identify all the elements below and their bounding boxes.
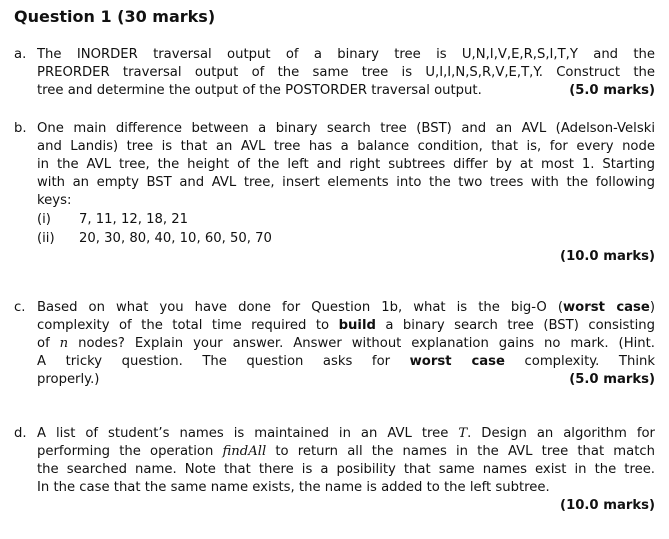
question-part-b [14, 120, 655, 266]
text-line [37, 120, 655, 138]
question-title: Question 1 (30 marks) [14, 7, 216, 26]
key-sequence: 7, 11, 12, 18, 21 [79, 212, 189, 227]
text-segment: with an empty BST and AVL tree, insert elements into the two trees with the following [37, 175, 655, 190]
text-segment: In the case that the same name exists, the name is added to the left subtree. [37, 480, 550, 495]
marks-label: (10.0 marks) [560, 498, 655, 513]
text-line [37, 192, 655, 210]
text-segment: complexity. Think [504, 354, 655, 369]
list-number: (i) [37, 212, 51, 227]
text-segment: performing the operation [37, 444, 223, 459]
text-line [37, 353, 655, 371]
emphasis-text: worst case [562, 300, 650, 315]
text-segment: in the AVL tree, the height of the left and right subtrees differ by at most 1. Starting [37, 157, 655, 172]
part-label: c. [14, 300, 26, 315]
text-line [37, 46, 655, 64]
text-segment: complexity of the total time required to [37, 318, 339, 333]
text-segment: nodes? Explain your answer. Answer without explanation gains no mark. (Hint. [68, 336, 655, 351]
part-text [37, 46, 655, 100]
text-segment: keys: [37, 193, 72, 208]
question-part-c [14, 299, 655, 389]
emphasis-text: build [338, 318, 376, 333]
text-segment: the searched name. Note that there is a posibility that same names exist in the tree. [37, 462, 655, 477]
marks-label: (10.0 marks) [560, 249, 655, 264]
marks-label: (5.0 marks) [569, 83, 655, 98]
text-segment: A list of student’s names is maintained in an AVL tree [37, 426, 459, 441]
math-variable: findAll [222, 444, 267, 459]
text-line [37, 156, 655, 174]
list-number: (ii) [37, 231, 55, 246]
key-sequence: 20, 30, 80, 40, 10, 60, 50, 70 [79, 231, 272, 246]
text-segment: tree and determine the output of the POSTORDER traversal output. [37, 83, 482, 98]
text-line [37, 64, 655, 82]
marks-label: (5.0 marks) [569, 372, 655, 387]
text-line [37, 317, 655, 335]
text-line [37, 425, 655, 443]
text-line [37, 174, 655, 192]
part-text [37, 299, 655, 389]
text-line [37, 371, 655, 389]
text-line [37, 82, 655, 100]
part-text [37, 120, 655, 248]
question-part-a [14, 46, 655, 100]
part-text [37, 425, 655, 497]
part-label: b. [14, 121, 27, 136]
question-part-d [14, 425, 655, 515]
text-segment: A tricky question. The question asks for [37, 354, 410, 369]
math-variable: n [59, 336, 69, 351]
text-segment: and Landis) tree is that an AVL tree has a balance condition, that is, for every node [37, 139, 655, 154]
text-line [37, 443, 655, 461]
text-segment: properly.) [37, 372, 100, 387]
key-list-item [37, 210, 655, 229]
math-variable: T [458, 426, 468, 441]
text-segment: PREORDER traversal output of the same tree is U,I,I,N,S,R,V,E,T,Y. Construct the [37, 65, 655, 80]
text-segment: ) [649, 300, 655, 315]
text-segment: of [37, 336, 60, 351]
text-line [37, 335, 655, 353]
text-segment: One main difference between a binary search tree (BST) and an AVL (Adelson-Velski [37, 121, 655, 136]
part-label: a. [14, 47, 27, 62]
text-segment: The INORDER traversal output of a binary tree is U,N,I,V,E,R,S,I,T,Y and the [37, 47, 655, 62]
text-line [37, 479, 655, 497]
text-segment: a binary search tree (BST) consisting [375, 318, 655, 333]
text-line [37, 299, 655, 317]
emphasis-text: worst case [409, 354, 505, 369]
key-list-item [37, 229, 655, 248]
text-segment: Based on what you have done for Question 1b, what is the big-O ( [37, 300, 563, 315]
text-line [37, 138, 655, 156]
text-segment: to return all the names in the AVL tree that match [266, 444, 655, 459]
part-label: d. [14, 426, 27, 441]
text-segment: . Design an algorithm for [467, 426, 655, 441]
text-line [37, 461, 655, 479]
